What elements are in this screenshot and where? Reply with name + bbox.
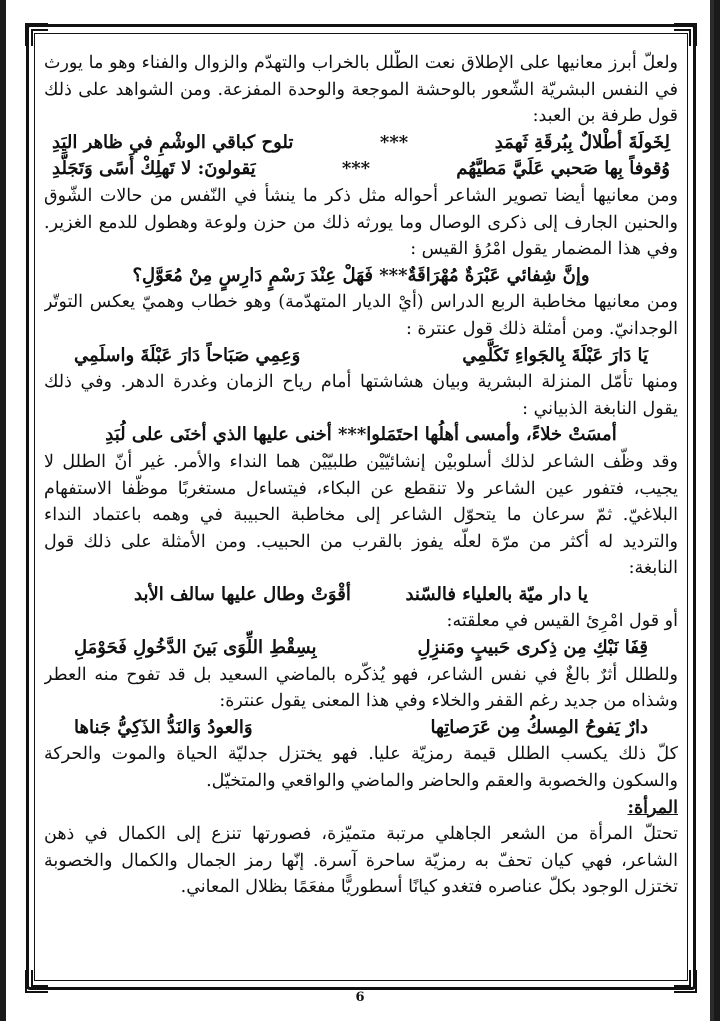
- verse-hemistich-left: وَالعودُ وَالنَدُّ الذَكِيُّ جَناها: [74, 716, 253, 738]
- verse-separator: ***: [379, 131, 409, 153]
- verse-imru-2: [44, 635, 678, 662]
- verse-tarafa-1: [44, 130, 678, 157]
- verse-hemistich-right: لِخَولَةَ أطْلالٌ بِبُرقَةِ ثَهمَدِ: [494, 131, 670, 153]
- verse-antara-2: [44, 715, 678, 742]
- paragraph: أو قول امْرِئ القيس في معلقته:: [446, 611, 678, 632]
- corner-ornament-icon: [22, 20, 52, 50]
- verse-hemistich-right: يَا دَارَ عَبْلَةَ بِالجَواءِ تَكَلَّمِي: [462, 344, 648, 366]
- verse-text: أمسَتْ خلاءً، وأمسى أهلُها احتَمَلوا*** أخنى عليها الذي أخنَى على لُبَدِ: [105, 424, 617, 446]
- verse-tarafa-2: [44, 156, 678, 183]
- verse-hemistich-right: وُقوفاً بِها صَحبي عَلَيَّ مَطيَّهُم: [456, 158, 670, 180]
- document-page: [6, 0, 714, 1021]
- page-number: 6: [355, 990, 365, 1005]
- page-content: [44, 50, 678, 985]
- paragraph: ولعلّ أبرز معانيها على الإطلاق نعت الطّلل بالخراب والتهدّم والزوال والفناء وهو ما يورث في النفس البشريّة الشّعور بالوحشة الموجعة والوحدة المفزعة. ومن الشواهد على ذلك قول طرفة بن العبد:: [44, 53, 678, 127]
- scan-edge: [710, 0, 714, 1021]
- verse-text: وإنَّ شِفائي عَبْرَةٌ مُهْرَاقَةٌ*** فَهَلْ عِنْدَ رَسْمٍ دَارِسٍ مِنْ مُعَوَّلِ؟: [132, 264, 590, 286]
- verse-hemistich-left: أقْوَتْ وطال عليها سالف الأبد: [134, 583, 351, 605]
- verse-imru-1: [44, 263, 678, 290]
- verse-nabigha-1: [44, 422, 678, 449]
- section-heading-woman: المرأة:: [627, 797, 678, 818]
- verse-hemistich-left: تلوح كباقي الوشْمِ في ظاهر اليَدِ: [52, 131, 294, 153]
- paragraph: وللطلل أثرٌ بالغٌ في نفس الشاعر، فهو يُذكّره بالماضي السعيد بل قد تفوح منه العطر وشذاه من جديد رغم القفر والخلاء وفي هذا المعنى يقول عنترة:: [44, 664, 678, 712]
- verse-antara-1: [44, 343, 678, 370]
- verse-hemistich-left: يَقولونَ: لا تَهلِكْ أَسًى وَتَجَلَّدِ: [52, 158, 256, 180]
- verse-hemistich-left: بِسِقْطِ اللِّوَى بَينَ الدَّخُولِ فَحَوْمَلِ: [74, 637, 317, 659]
- paragraph: ومن معانيها مخاطبة الربع الدراس (أيْ الديار المتهدّمة) وهو خطاب وهميّ يعكس التوتّر الوجدانيّ. ومن أمثلة ذلك قول عنترة :: [44, 292, 678, 339]
- verse-hemistich-right: قِفَا نَبْكِ مِن ذِكرى حَبيبٍ ومَنزِلِ: [417, 637, 648, 659]
- verse-nabigha-2: [44, 582, 678, 609]
- verse-hemistich-right: دارٌ يَفوحُ المِسكُ مِن عَرَصاتِها: [430, 716, 648, 738]
- paragraph: كلّ ذلك يكسب الطلل قيمة رمزيّة عليا. فهو يختزل جدليّة الحياة والموت والحركة والسكون والخصوبة والعقم والحاضر والماضي والواقعي والمتخيّل.: [44, 744, 678, 792]
- verse-hemistich-left: وَعِمِي صَبَاحاً دَارَ عَبْلَةَ واسلَمِي: [74, 344, 301, 366]
- paragraph: ومن معانيها أيضا تصوير الشاعر أحواله مثل ذكر ما ينشأ في النّفس من حالات الشّوق والحنين الجارف إلى ذكرى الوصال وما يورثه ذلك من حزن ولوعة وهطول للدمع الغزير. وفي هذا المضمار يقول امْرُؤ القيس :: [44, 185, 678, 260]
- paragraph: وقد وظّف الشاعر لذلك أسلوبيْن إنشائيّيْن طلبيّيْن هما النداء والأمر. غير أنّ الطلل لا يجيب، فتفور عين الشاعر ولا تنقطع عن البكاء، فيتساءل مستغربًا موظّفا الاستفهام البلاغيّ. ثمّ سرعان ما يتحوّل الشاعر إلى مخاطبة الحبيبة في وهمه باعتماد النداء والترديد له أكثر من مرّة لعلّه يفوز بالقرب من الحبيب. ومن الأمثلة على ذلك قول النابغة:: [44, 451, 678, 579]
- corner-ornament-icon: [670, 20, 700, 50]
- paragraph: ومنها تأمّل المنزلة البشرية وبيان هشاشتها أمام رياح الزمان وغدرة الدهر. وفي ذلك يقول النابغة الذبياني :: [44, 372, 678, 419]
- verse-separator: ***: [341, 158, 371, 180]
- paragraph: تحتلّ المرأة من الشعر الجاهلي مرتبة متميّزة، فصورتها تنزع إلى الكمال في ذهن الشاعر، فهي كيان تحفّ به رمزيّة ساحرة آسرة. إنّها رمز الجمال والكمال والخصوبة تختزل الوجود بكلّ عناصره فتغدو كيانًا أسطوريًّا مفعَمًا بظلال المعاني.: [44, 824, 678, 898]
- verse-hemistich-right: يا دار ميّة بالعلياء فالسّند: [405, 583, 588, 605]
